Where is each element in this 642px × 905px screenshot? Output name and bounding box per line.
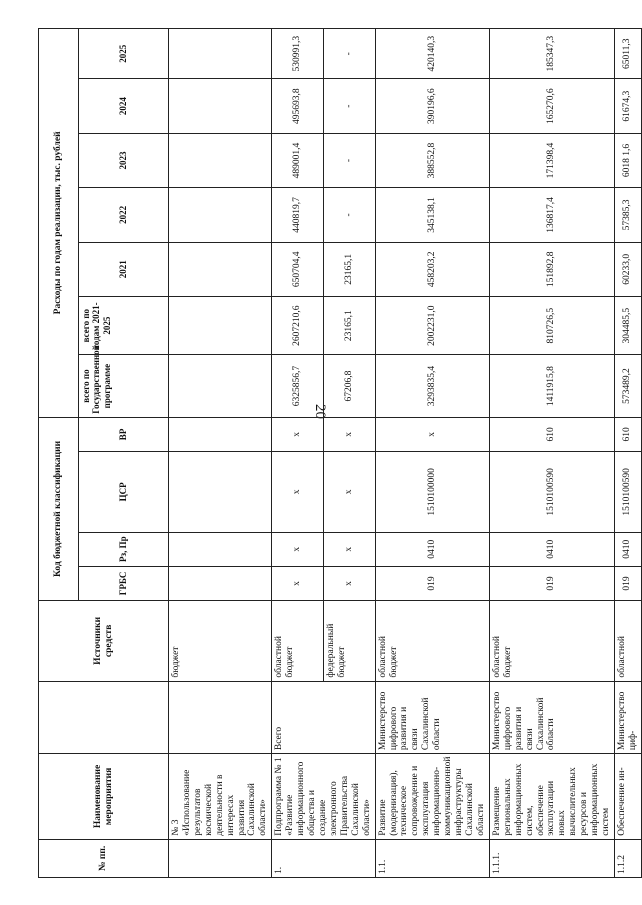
rotated-page-frame — [38, 28, 638, 878]
header-2023: 2023 — [79, 133, 169, 187]
header-name: Наименование мероприятия — [39, 754, 169, 840]
row-2024: 390196,6 — [375, 79, 489, 133]
row-source: федеральный бюджет — [323, 601, 375, 682]
row-2024: 61674,3 — [614, 79, 641, 133]
row-rzpr: 0410 — [489, 532, 614, 566]
row-2025: 185347,3 — [489, 29, 614, 79]
row-2025: 530991,3 — [272, 29, 324, 79]
table-row — [614, 29, 641, 878]
row-name: Размещение региональных информационных систем, обеспечение эксплуатации новых вычислительных ресурсов и информационных систем — [489, 754, 614, 840]
row-rzpr — [169, 532, 272, 566]
row-grbs: 019 — [489, 566, 614, 600]
header-csr: ЦСР — [79, 452, 169, 533]
row-name: Подпрограмма № 1 «Развитие информационного общества и создание электронного Правительства Сахалинской области» — [272, 754, 375, 840]
row-csr: 1510100000 — [375, 452, 489, 533]
row-2021 — [169, 242, 272, 296]
row-rzpr: x — [323, 532, 375, 566]
row-rzpr: 0410 — [614, 532, 641, 566]
row-vr: x — [375, 417, 489, 451]
row-source: областной бюджет — [272, 601, 324, 682]
rotated-table-container — [38, 28, 638, 878]
header-grbs: ГРБС — [79, 566, 169, 600]
row-total-program: 6325856,7 — [272, 355, 324, 417]
row-grbs: x — [272, 566, 324, 600]
row-total-years: 304485,5 — [614, 296, 641, 354]
header-2025: 2025 — [79, 29, 169, 79]
row-num — [169, 839, 272, 877]
row-name: Развитие (модернизация), техническое сопровождение и эксплуатация информационно-коммуникационной инфраструктуры Сахалинской области — [375, 754, 489, 840]
row-2022: 440819,7 — [272, 188, 324, 242]
row-2021: 151892,8 — [489, 242, 614, 296]
header-num: № пп. — [39, 839, 169, 877]
row-vr: 610 — [489, 417, 614, 451]
row-2024: - — [323, 79, 375, 133]
header-executor — [39, 681, 169, 754]
row-executor — [169, 681, 272, 754]
row-total-years: 810726,5 — [489, 296, 614, 354]
row-rzpr: 0410 — [375, 532, 489, 566]
row-num: 1.1.1. — [489, 839, 614, 877]
row-total-program: 1411915,8 — [489, 355, 614, 417]
row-vr: 610 — [614, 417, 641, 451]
row-name: Обеспечение ин- — [614, 754, 641, 840]
row-2021: 60233,0 — [614, 242, 641, 296]
row-total-years: 23165,1 — [323, 296, 375, 354]
row-total-years: 2002231,0 — [375, 296, 489, 354]
row-rzpr: x — [272, 532, 324, 566]
row-csr: 1510100590 — [489, 452, 614, 533]
row-2025 — [169, 29, 272, 79]
row-name: № 3 «Использование результатов космической деятельности в интересах развития Сахалинской области» — [169, 754, 272, 840]
header-source: Источники средств — [39, 601, 169, 682]
row-2025: - — [323, 29, 375, 79]
row-executor: Министерство цифрового развития и связи Сахалинской области — [489, 681, 614, 754]
row-grbs: 019 — [614, 566, 641, 600]
row-2022 — [169, 188, 272, 242]
row-2022: 345138,1 — [375, 188, 489, 242]
row-grbs: x — [323, 566, 375, 600]
row-source: бюджет — [169, 601, 272, 682]
row-2025: 420140,3 — [375, 29, 489, 79]
row-csr: x — [323, 452, 375, 533]
row-num: 1. — [272, 839, 375, 877]
row-2024: 495693,8 — [272, 79, 324, 133]
row-total-years: 2607210,6 — [272, 296, 324, 354]
row-vr: x — [272, 417, 324, 451]
header-2021: 2021 — [79, 242, 169, 296]
row-2025: 65011,3 — [614, 29, 641, 79]
table-row — [169, 29, 272, 878]
header-total-program: всего по Государственной программе — [79, 355, 169, 417]
row-total-program — [169, 355, 272, 417]
row-2023: - — [323, 133, 375, 187]
row-2023 — [169, 133, 272, 187]
row-source: областной бюджет — [489, 601, 614, 682]
table-row — [489, 29, 614, 878]
table-row — [272, 29, 324, 878]
table-row — [375, 29, 489, 878]
row-num: 1.1.2 — [614, 839, 641, 877]
row-csr: x — [272, 452, 324, 533]
row-total-program: 67206,8 — [323, 355, 375, 417]
row-vr: x — [323, 417, 375, 451]
row-2023: 6018 1,6 — [614, 133, 641, 187]
header-vr: ВР — [79, 417, 169, 451]
row-csr: 1510100590 — [614, 452, 641, 533]
row-source: областной — [614, 601, 641, 682]
row-2021: 650704,4 — [272, 242, 324, 296]
header-2024: 2024 — [79, 79, 169, 133]
header-rzpr: Рз, Пр — [79, 532, 169, 566]
row-2023: 171398,4 — [489, 133, 614, 187]
row-2022: - — [323, 188, 375, 242]
row-vr — [169, 417, 272, 451]
row-executor: Всего — [272, 681, 375, 754]
header-2022: 2022 — [79, 188, 169, 242]
row-2023: 388552,8 — [375, 133, 489, 187]
row-2022: 57385,3 — [614, 188, 641, 242]
row-source: областной бюджет — [375, 601, 489, 682]
row-grbs — [169, 566, 272, 600]
row-grbs: 019 — [375, 566, 489, 600]
row-executor: Министерство цифрового развития и связи Сахалинской области — [375, 681, 489, 754]
row-2021: 458203,2 — [375, 242, 489, 296]
row-executor: Министерство циф- — [614, 681, 641, 754]
row-2023: 489001,4 — [272, 133, 324, 187]
row-2022: 136817,4 — [489, 188, 614, 242]
header-expenses: Расходы по годам реализации, тыс. рублей — [39, 29, 79, 418]
row-total-years — [169, 296, 272, 354]
row-2021: 23165,1 — [323, 242, 375, 296]
row-total-program: 573489,2 — [614, 355, 641, 417]
row-2024: 165270,6 — [489, 79, 614, 133]
header-total-years: всего по годам 2021-2025 — [79, 296, 169, 354]
row-num: 1.1. — [375, 839, 489, 877]
row-total-program: 3293835,4 — [375, 355, 489, 417]
header-budget-code: Код бюджетной классификации — [39, 417, 79, 600]
budget-table — [38, 28, 642, 878]
row-2024 — [169, 79, 272, 133]
row-csr — [169, 452, 272, 533]
page-number: 20 — [312, 404, 328, 419]
